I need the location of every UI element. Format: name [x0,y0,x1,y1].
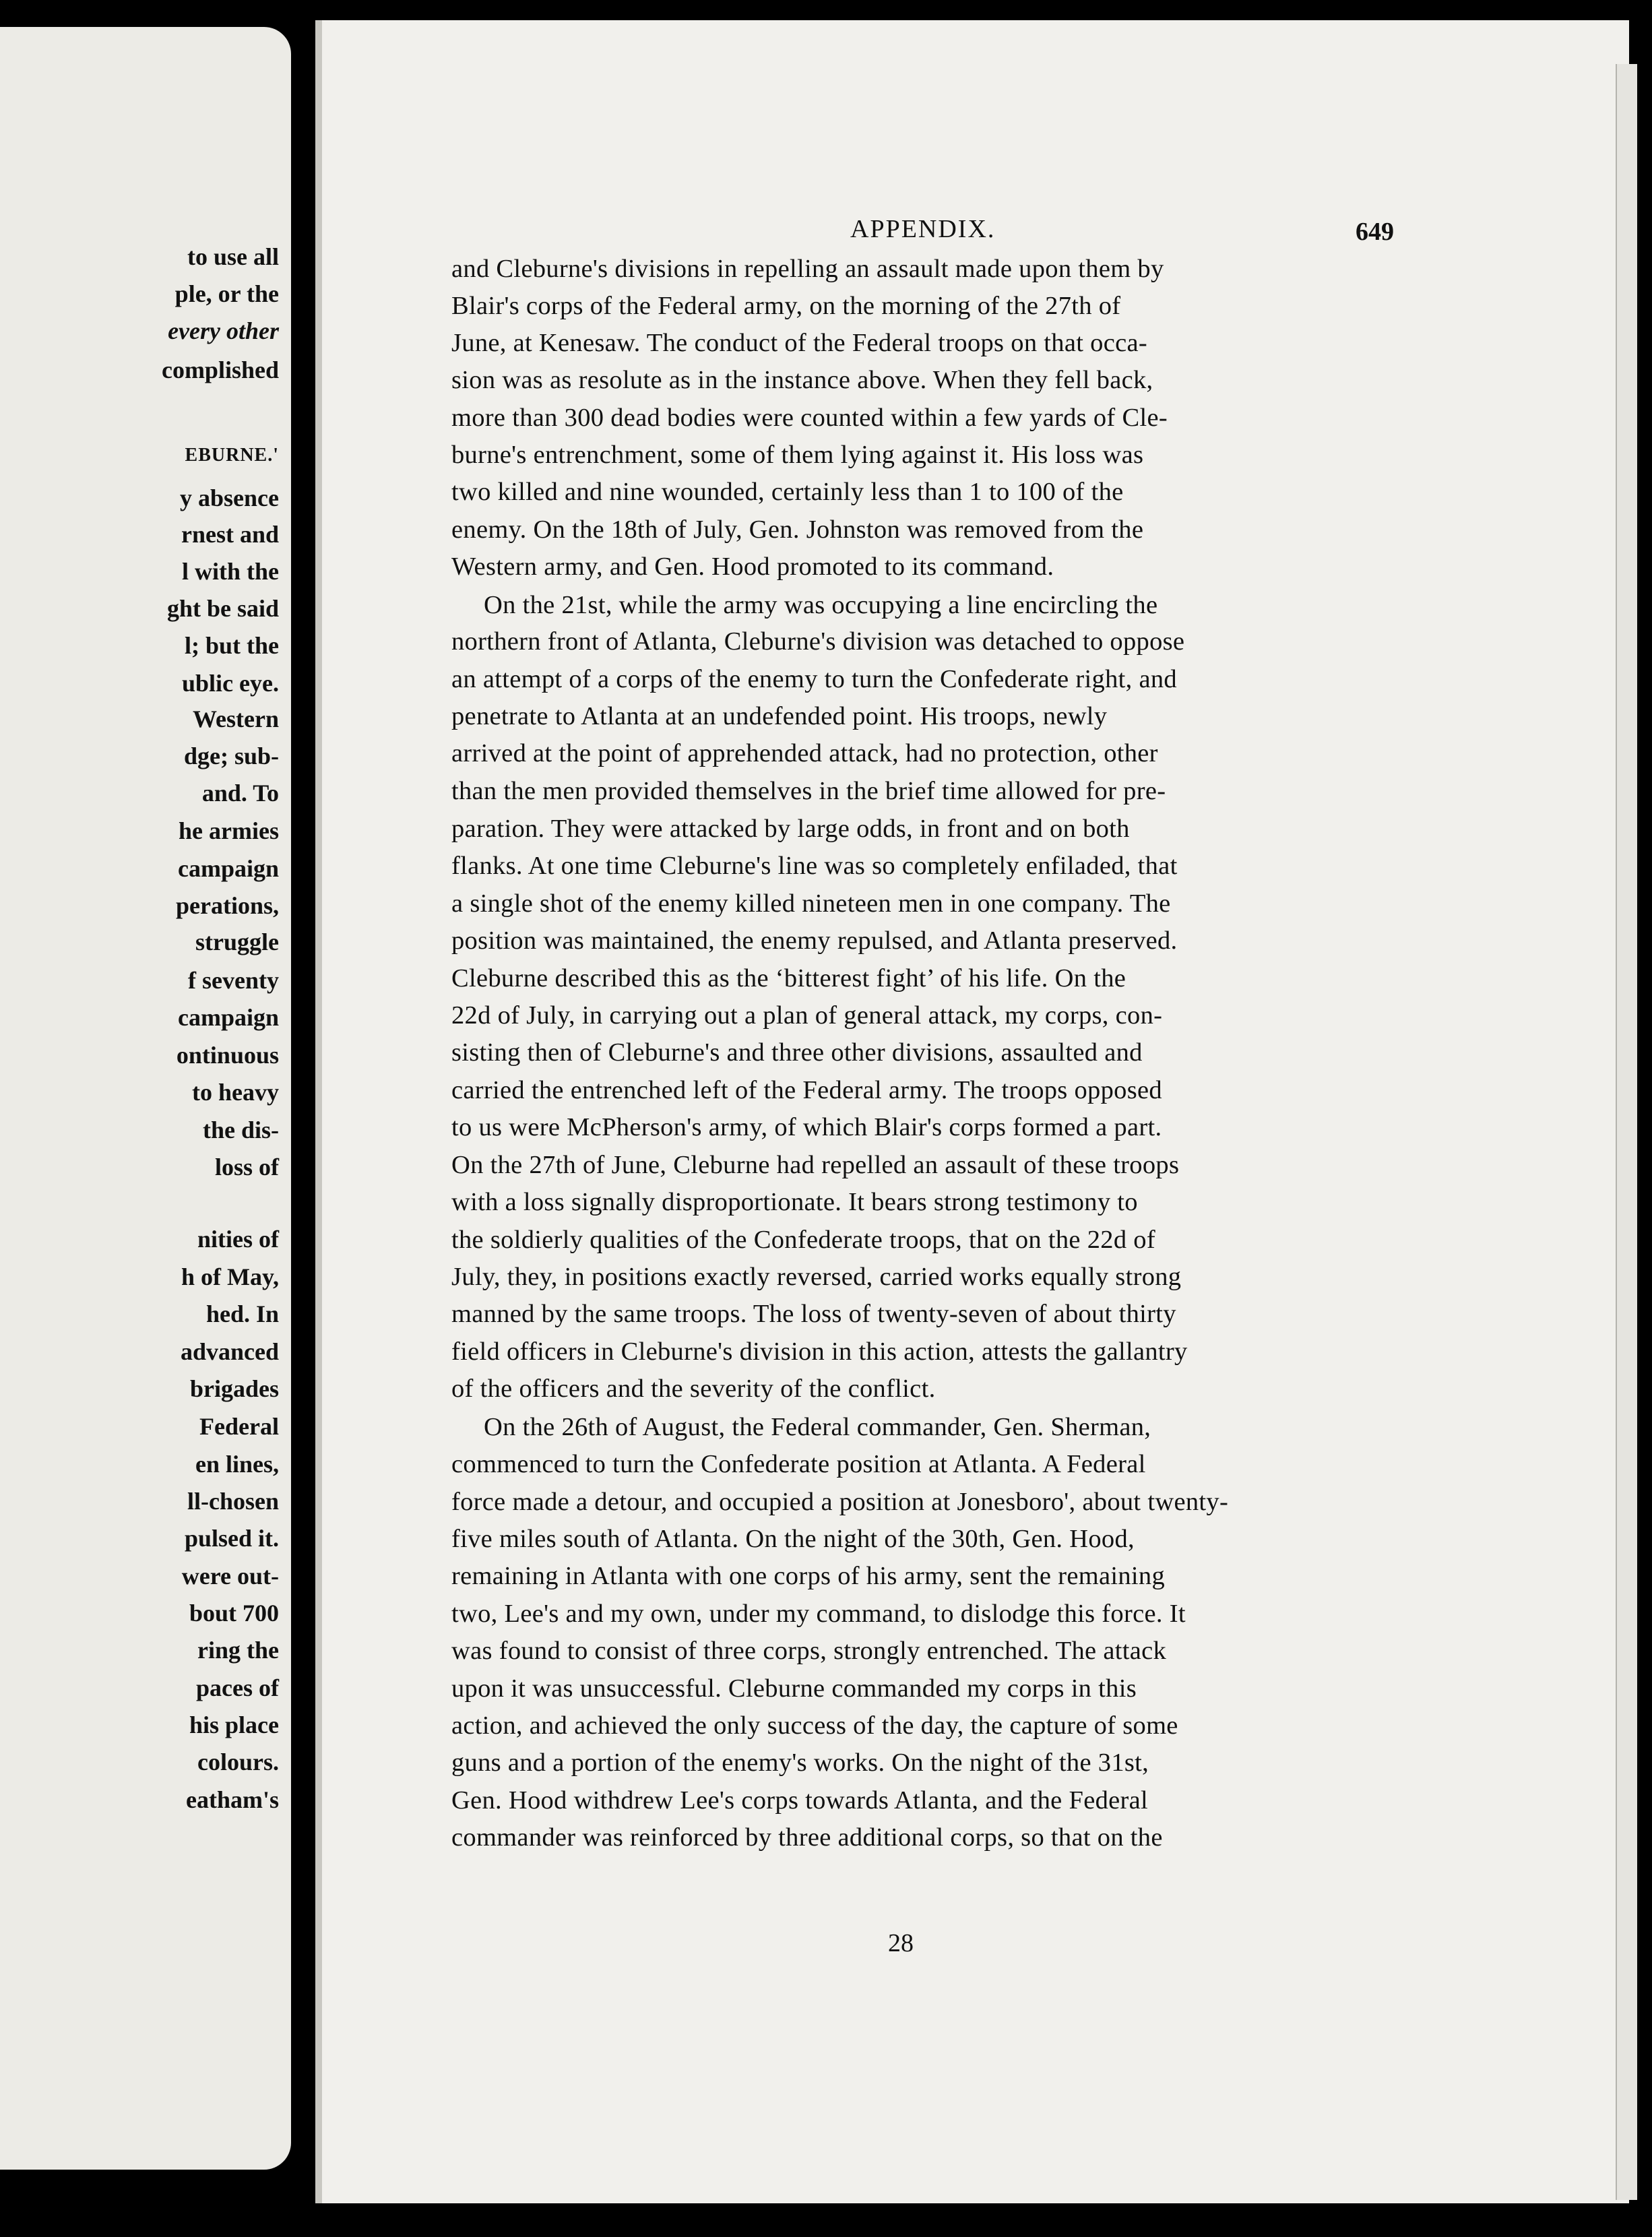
body-line: action, and achieved the only success of the day, the capture of some [451,1711,1178,1740]
body-line: paration. They were attacked by large odds, in front and on both [451,815,1130,843]
left-page-line: ple, or the [174,280,279,307]
left-page-line: loss of [214,1154,279,1180]
left-page-line: y absence [180,484,279,511]
body-line: remaining in Atlanta with one corps of his army, sent the remaining [451,1562,1165,1590]
body-line: penetrate to Atlanta at an undefended point. His troops, newly [451,702,1108,730]
left-page-line: he armies [179,817,279,844]
left-page-line: en lines, [195,1451,279,1478]
left-page-line: rnest and [181,521,279,548]
left-page-line: ght be said [166,595,279,622]
body-line: field officers in Cleburne's division in this action, attests the gallantry [451,1337,1188,1366]
body-line: Blair's corps of the Federal army, on the morning of the 27th of [451,292,1121,320]
body-line: force made a detour, and occupied a position at Jonesboro', about twenty- [451,1488,1229,1516]
left-page-line: Western [193,705,279,732]
left-page-line: EBURNE.' [185,445,279,466]
body-line: of the officers and the severity of the conflict. [451,1375,936,1403]
left-page-line: f seventy [188,967,279,994]
left-page-line: brigades [189,1375,279,1402]
body-line: guns and a portion of the enemy's works. On the night of the 31st, [451,1748,1149,1777]
body-line: Western army, and Gen. Hood promoted to its command. [451,553,1054,581]
body-line: burne's entrenchment, some of them lying against it. His loss was [451,441,1144,469]
body-line: two, Lee's and my own, under my command, to dislodge this force. It [451,1600,1186,1628]
left-page-line: paces of [196,1674,279,1701]
left-page-line: and. To [201,780,279,807]
body-line: an attempt of a corps of the enemy to turn the Confederate right, and [451,665,1177,693]
left-page-line: l; but the [184,632,279,659]
left-page-line: ring the [197,1637,279,1664]
body-line: sisting then of Cleburne's and three other divisions, assaulted and [451,1038,1143,1067]
body-line: commenced to turn the Confederate position at Atlanta. A Federal [451,1450,1146,1478]
body-line: the soldierly qualities of the Confederate troops, that on the 22d of [451,1226,1155,1254]
page-number: 649 [1356,218,1394,246]
left-page-line: campaign [177,1004,279,1031]
left-page-line: complished [161,356,279,383]
left-page-line: bout 700 [189,1600,279,1627]
left-page-line: the dis- [202,1116,279,1143]
body-line: commander was reinforced by three additional corps, so that on the [451,1823,1163,1852]
body-line: enemy. On the 18th of July, Gen. Johnston was removed from the [451,515,1144,544]
left-page-line: nities of [197,1226,279,1253]
left-page-line: to heavy [192,1079,279,1106]
left-page-line: every other [168,317,279,344]
left-page-fragment [0,27,291,2170]
left-page-line: his place [189,1711,279,1738]
left-page-line: struggle [195,928,279,955]
body-line: July, they, in positions exactly reversed, carried works equally strong [451,1263,1182,1291]
left-page-line: h of May, [181,1263,279,1290]
left-page-line: pulsed it. [184,1525,279,1552]
body-line: was found to consist of three corps, strongly entrenched. The attack [451,1637,1167,1665]
left-page-line: advanced [180,1338,279,1365]
left-page-line: l with the [182,558,279,585]
body-line: June, at Kenesaw. The conduct of the Federal troops on that occa- [451,329,1147,357]
body-line: than the men provided themselves in the brief time allowed for pre- [451,777,1166,805]
body-line: more than 300 dead bodies were counted within a few yards of Cle- [451,404,1168,432]
left-page-line: colours. [197,1748,279,1775]
left-page-line: hed. In [205,1300,279,1327]
body-line: northern front of Atlanta, Cleburne's division was detached to oppose [451,627,1185,656]
body-line: and Cleburne's divisions in repelling an assault made upon them by [451,255,1164,283]
left-page-line: were out- [181,1563,279,1589]
body-line: position was maintained, the enemy repulsed, and Atlanta preserved. [451,926,1178,955]
running-head: APPENDIX. [850,215,996,243]
signature-mark: 28 [888,1929,914,1957]
left-page-line: ll-chosen [187,1488,279,1515]
left-page-line: campaign [177,855,279,882]
body-line: Gen. Hood withdrew Lee's corps towards Atlanta, and the Federal [451,1786,1149,1815]
body-line: five miles south of Atlanta. On the night of the 30th, Gen. Hood, [451,1525,1135,1553]
body-line: On the 26th of August, the Federal commander, Gen. Sherman, [484,1413,1151,1441]
body-line: On the 21st, while the army was occupying a line encircling the [484,591,1158,619]
body-line: two killed and nine wounded, certainly less than 1 to 100 of the [451,478,1124,506]
left-page-line: perations, [176,892,279,919]
body-line: flanks. At one time Cleburne's line was so completely enfiladed, that [451,852,1178,880]
body-line: manned by the same troops. The loss of twenty-seven of about thirty [451,1300,1176,1328]
left-page-line: eatham's [186,1786,279,1813]
left-page-line: dge; sub- [183,743,279,769]
body-line: to us were McPherson's army, of which Blair's corps formed a part. [451,1113,1162,1141]
body-line: 22d of July, in carrying out a plan of general attack, my corps, con- [451,1001,1163,1030]
body-line: On the 27th of June, Cleburne had repelled an assault of these troops [451,1151,1180,1179]
body-line: a single shot of the enemy killed nineteen men in one company. The [451,889,1171,918]
body-line: Cleburne described this as the ‘bitterest fight’ of his life. On the [451,964,1126,993]
left-page-line: ontinuous [176,1042,279,1069]
body-line: sion was as resolute as in the instance above. When they fell back, [451,366,1153,394]
left-page-line: Federal [199,1413,279,1440]
body-line: with a loss signally disproportionate. It bears strong testimony to [451,1188,1138,1216]
page-edge [1616,64,1637,2200]
body-line: upon it was unsuccessful. Cleburne commanded my corps in this [451,1674,1137,1703]
body-line: arrived at the point of apprehended attack, had no protection, other [451,739,1158,767]
body-line: carried the entrenched left of the Federal army. The troops opposed [451,1076,1162,1104]
left-page-line: ublic eye. [182,670,279,697]
left-page-line: to use all [187,243,279,270]
